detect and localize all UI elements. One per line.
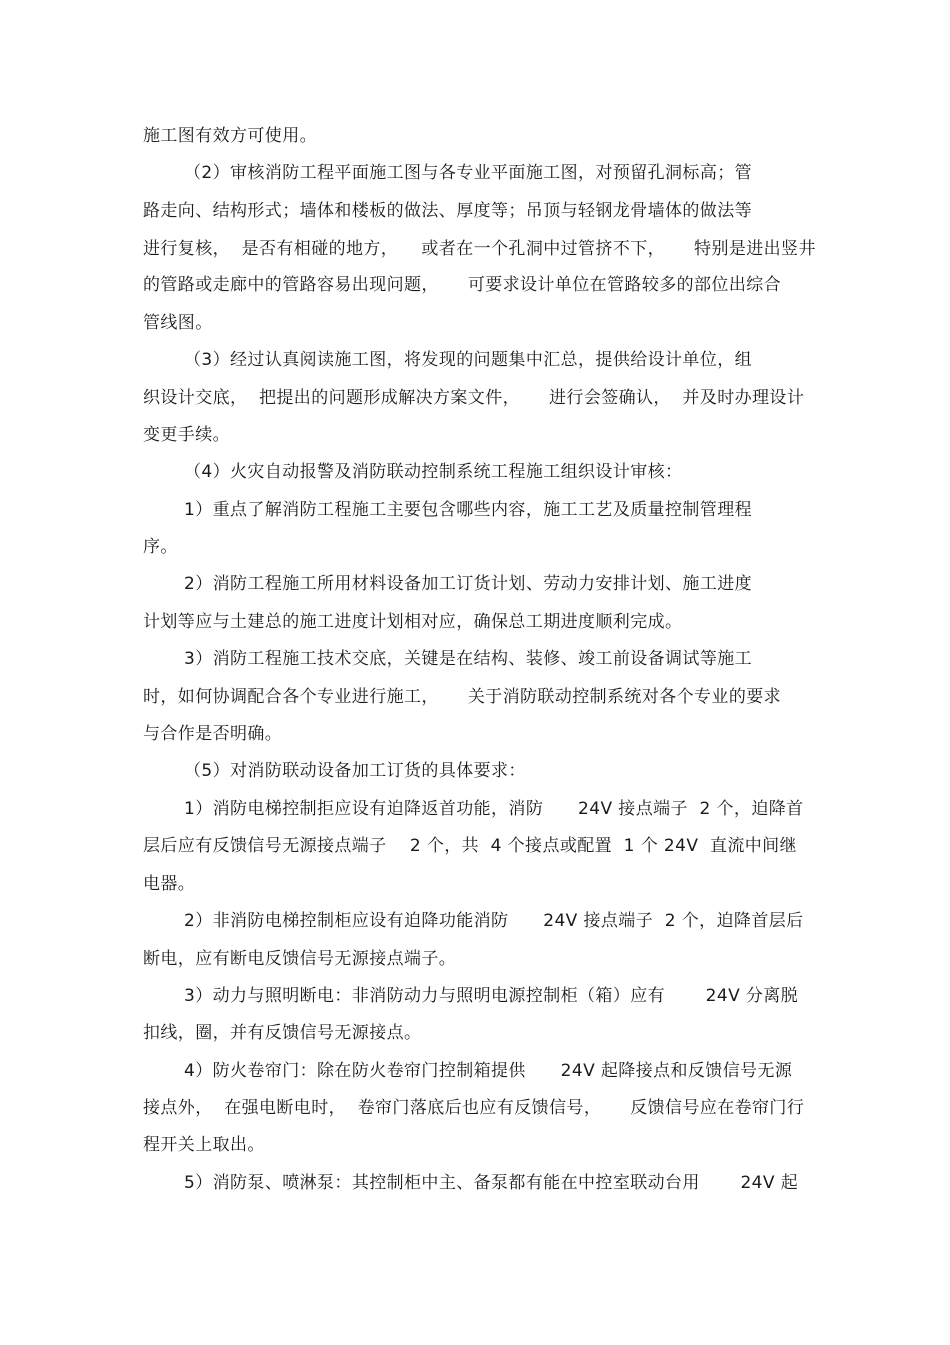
text-line: 管线图。: [143, 313, 213, 333]
text-line: 5）消防泵、喷淋泵：其控制柜中主、备泵都有能在中控室联动台用 24V 起: [184, 1173, 799, 1193]
text-line: 3）动力与照明断电：非消防动力与照明电源控制柜（箱）应有 24V 分离脱: [184, 986, 799, 1006]
text-line: （5）对消防联动设备加工订货的具体要求：: [184, 761, 526, 781]
text-line: 1）重点了解消防工程施工主要包含哪些内容，施工工艺及质量控制管理程: [184, 500, 753, 520]
text-line: 2）消防工程施工所用材料设备加工订货计划、劳动力安排计划、施工进度: [184, 574, 753, 594]
text-line: 2）非消防电梯控制柜应设有迫降功能消防 24V 接点端子 2 个，迫降首层后: [184, 911, 804, 931]
text-line: 序。: [143, 537, 178, 557]
text-line: 织设计交底， 把提出的问题形成解决方案文件， 进行会签确认， 并及时办理设计: [143, 388, 805, 408]
text-line: （3）经过认真阅读施工图，将发现的问题集中汇总，提供给设计单位，组: [184, 350, 753, 370]
text-line: 的管路或走廊中的管路容易出现问题， 可要求设计单位在管路较多的部位出综合: [143, 275, 782, 295]
text-line: 与合作是否明确。: [143, 724, 283, 744]
text-line: 扣线，圈，并有反馈信号无源接点。: [143, 1023, 422, 1043]
text-line: 3）消防工程施工技术交底，关键是在结构、装修、竣工前设备调试等施工: [184, 649, 753, 669]
text-line: 进行复核， 是否有相碰的地方， 或者在一个孔洞中过管挤不下， 特别是进出竖井: [143, 239, 816, 259]
text-line: 时，如何协调配合各个专业进行施工， 关于消防联动控制系统对各个专业的要求: [143, 687, 782, 707]
text-line: 断电，应有断电反馈信号无源接点端子。: [143, 949, 457, 969]
text-line: 程开关上取出。: [143, 1135, 265, 1155]
text-line: 计划等应与土建总的施工进度计划相对应，确保总工期进度顺利完成。: [143, 612, 683, 632]
text-line: 路走向、结构形式；墙体和楼板的做法、厚度等；吊顶与轻钢龙骨墙体的做法等: [143, 201, 752, 221]
text-line: （4）火灾自动报警及消防联动控制系统工程施工组织设计审核：: [184, 462, 683, 482]
text-line: 施工图有效方可使用。: [143, 126, 317, 146]
text-line: 接点外， 在强电断电时， 卷帘门落底后也应有反馈信号， 反馈信号应在卷帘门行: [143, 1098, 805, 1118]
text-line: 4）防火卷帘门：除在防火卷帘门控制箱提供 24V 起降接点和反馈信号无源: [184, 1061, 793, 1081]
text-line: （2）审核消防工程平面施工图与各专业平面施工图，对预留孔洞标高；管: [184, 163, 753, 183]
text-line: 层后应有反馈信号无源接点端子 2 个，共 4 个接点或配置 1 个 24V 直流中间继: [143, 836, 797, 856]
text-line: 变更手续。: [143, 425, 230, 445]
text-line: 1）消防电梯控制拒应设有迫降返首功能，消防 24V 接点端子 2 个，迫降首: [184, 799, 804, 819]
text-line: 电器。: [143, 874, 196, 894]
